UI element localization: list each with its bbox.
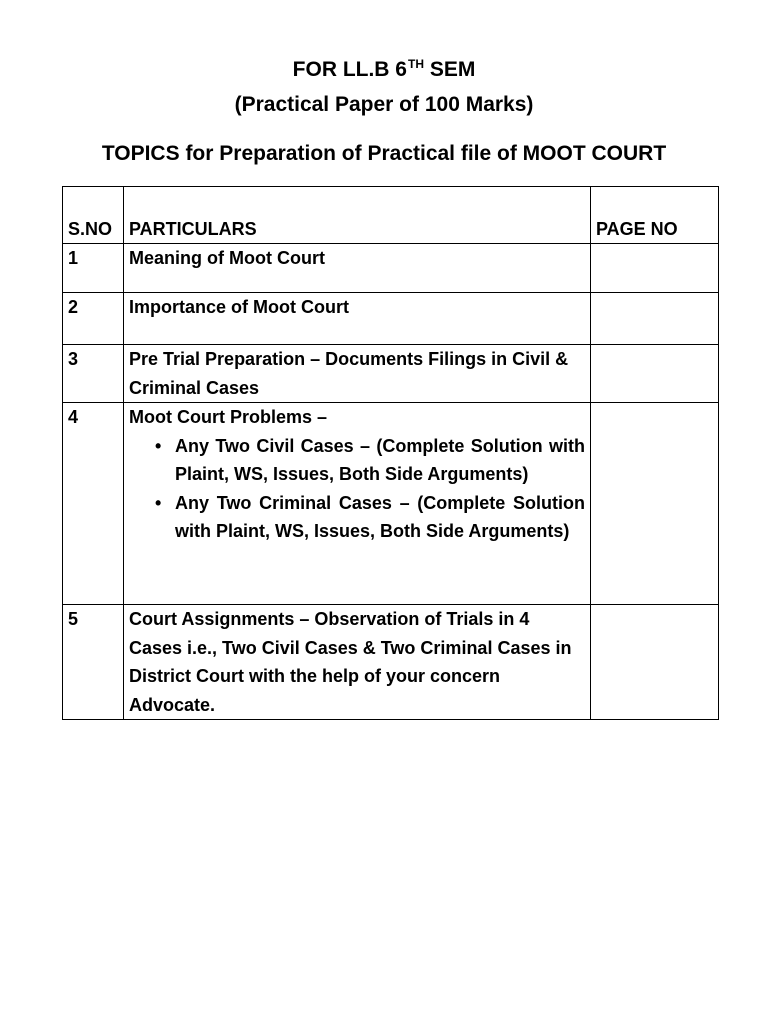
row-particulars: Importance of Moot Court [124, 293, 591, 345]
page-subtitle: (Practical Paper of 100 Marks) [234, 93, 534, 116]
topics-table [62, 186, 719, 720]
bullet-dot-icon: • [155, 492, 162, 513]
row-page-no [591, 345, 719, 403]
row-sno: 3 [63, 345, 124, 403]
title-superscript: TH [408, 57, 424, 71]
row-particulars [124, 403, 591, 605]
table-header-row [63, 187, 719, 244]
table-row [63, 293, 719, 345]
row-particulars: Meaning of Moot Court [124, 244, 591, 293]
bullet-dot-icon: • [155, 435, 162, 456]
table-row [63, 244, 719, 293]
row-page-no [591, 293, 719, 345]
header-particulars: PARTICULARS [124, 187, 591, 244]
page-title [0, 57, 768, 83]
row-page-no [591, 605, 719, 720]
row-sno: 2 [63, 293, 124, 345]
bullet-list [129, 432, 585, 546]
table-row [63, 605, 719, 720]
bullet-text: Any Two Criminal Cases – (Complete Solution with Plaint, WS, Issues, Both Side Arguments) [175, 492, 585, 541]
row-sno: 4 [63, 403, 124, 605]
header-sno: S.NO [63, 187, 124, 244]
table-row [63, 403, 719, 605]
row-particulars-intro: Moot Court Problems – [129, 407, 328, 427]
list-item [129, 432, 585, 489]
row-page-no [591, 403, 719, 605]
bullet-text: Any Two Civil Cases – (Complete Solution with Plaint, WS, Issues, Both Side Arguments) [175, 435, 585, 484]
list-item [129, 489, 585, 546]
table-row [63, 345, 719, 403]
title-end-text: SEM [424, 58, 476, 81]
row-particulars: Court Assignments – Observation of Trials in 4 Cases i.e., Two Civil Cases & Two Criminal Cases in District Court with the help of your concern Advocate. [124, 605, 591, 720]
row-sno: 1 [63, 244, 124, 293]
row-sno: 5 [63, 605, 124, 720]
row-particulars: Pre Trial Preparation – Documents Filings in Civil & Criminal Cases [124, 345, 591, 403]
row-page-no [591, 244, 719, 293]
header-page-no: PAGE NO [591, 187, 719, 244]
section-heading: TOPICS for Preparation of Practical file of MOOT COURT [101, 142, 667, 165]
title-main-text: FOR LL.B 6 [292, 58, 407, 81]
